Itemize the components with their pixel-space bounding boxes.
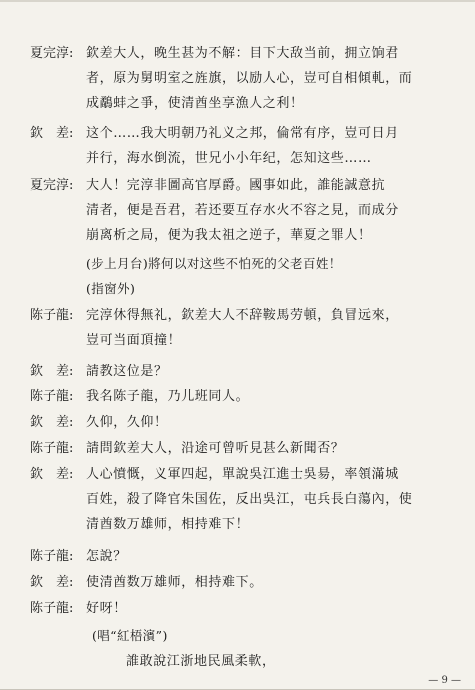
dialogue-line: 豈可当面頂撞！ xyxy=(86,333,182,348)
dialogue-line: 請問欽差大人，沿途可曾听見甚么新聞否？ xyxy=(86,441,345,456)
dialogue-line: 完淳休得無礼，欽差大人不辞鞍馬劳頓，負冒远來， xyxy=(86,308,399,323)
stage-direction: (指窗外) xyxy=(86,281,136,296)
speaker-name: 欽 差: xyxy=(30,415,74,430)
speaker-name: 欽 差: xyxy=(30,364,74,379)
speaker-name: 陈子龍: xyxy=(30,389,74,404)
dialogue-block xyxy=(30,303,461,358)
dialogue-block xyxy=(30,544,461,569)
stage-direction: (步上月台)將何以对这些不怕死的父老百姓！ xyxy=(86,256,342,271)
dialogue-line: 怎說？ xyxy=(86,549,127,564)
dialogue-line: 我名陈子龍，乃儿班同人。 xyxy=(86,389,250,404)
dialogue-line: 好呀！ xyxy=(86,601,127,616)
dialogue-line: 者，原为舅明室之旌旗，以励人心，豈可自相傾軋，而 xyxy=(86,71,413,86)
speaker-name: 欽 差: xyxy=(30,575,74,590)
dialogue-line: 这个……我大明朝乃礼义之邦，倫常有序，豈可日月 xyxy=(86,126,399,141)
dialogue-block xyxy=(30,359,461,384)
speaker-name: 陈子龍: xyxy=(30,601,74,616)
dialogue-line: 欽差大人，晚生甚为不解：目下大敌当前，拥立饷君 xyxy=(86,46,399,61)
dialogue-line: 百姓，殺了降官朱国佐，反出吳江，屯兵長白蕩內，使 xyxy=(86,492,413,507)
lyric-line: 誰敢說江浙地民風柔軟， xyxy=(126,654,276,669)
dialogue-line: 清者，便是吾君，若还要互存水火不容之見，而成分 xyxy=(86,203,399,218)
speaker-name: 陈子龍: xyxy=(30,441,74,456)
dialogue-block xyxy=(30,121,461,176)
dialogue-line: 并行，海水倒流，世兄小小年纪，怎知这些…… xyxy=(86,151,372,166)
dialogue-line: 崩离析之局，便为我太祖之逆子，華夏之罪人！ xyxy=(86,228,372,243)
speaker-name: 欽 差: xyxy=(30,126,74,141)
dialogue-block xyxy=(30,384,461,409)
speaker-name: 陈子龍: xyxy=(30,549,74,564)
speaker-name: 夏完淳: xyxy=(30,46,74,61)
dialogue-block xyxy=(30,436,461,461)
speaker-name: 欽 差: xyxy=(30,467,74,482)
top-edge xyxy=(0,0,475,2)
dialogue-block xyxy=(30,410,461,435)
page-number: — 9 — xyxy=(428,675,461,686)
speaker-name: 夏完淳: xyxy=(30,178,74,193)
dialogue-block xyxy=(30,41,461,121)
speaker-name: 陈子龍: xyxy=(30,308,74,323)
dialogue-line: 清酋数万雄师，相持难下！ xyxy=(86,517,250,532)
dialogue-line: 大人！完淳非圖高官厚爵。國事如此，誰能誠意抗 xyxy=(86,178,386,193)
dialogue-line: 成鷸蚌之爭，使清酋坐享漁人之利！ xyxy=(86,96,304,111)
dialogue-line: 使清酋数万雄师，相持难下。 xyxy=(86,575,263,590)
dialogue-block xyxy=(30,462,461,540)
dialogue-line: 人心憤慨，义軍四起，單說吳江進士吳昜，率領滿城 xyxy=(86,467,399,482)
dialogue-line: 請教这位是？ xyxy=(86,364,168,379)
stage-direction: (唱“紅梧濱”) xyxy=(92,628,168,643)
dialogue-block xyxy=(30,173,461,251)
dialogue-line: 久仰，久仰！ xyxy=(86,415,168,430)
dialogue-block xyxy=(30,596,461,621)
dialogue-block xyxy=(30,570,461,595)
